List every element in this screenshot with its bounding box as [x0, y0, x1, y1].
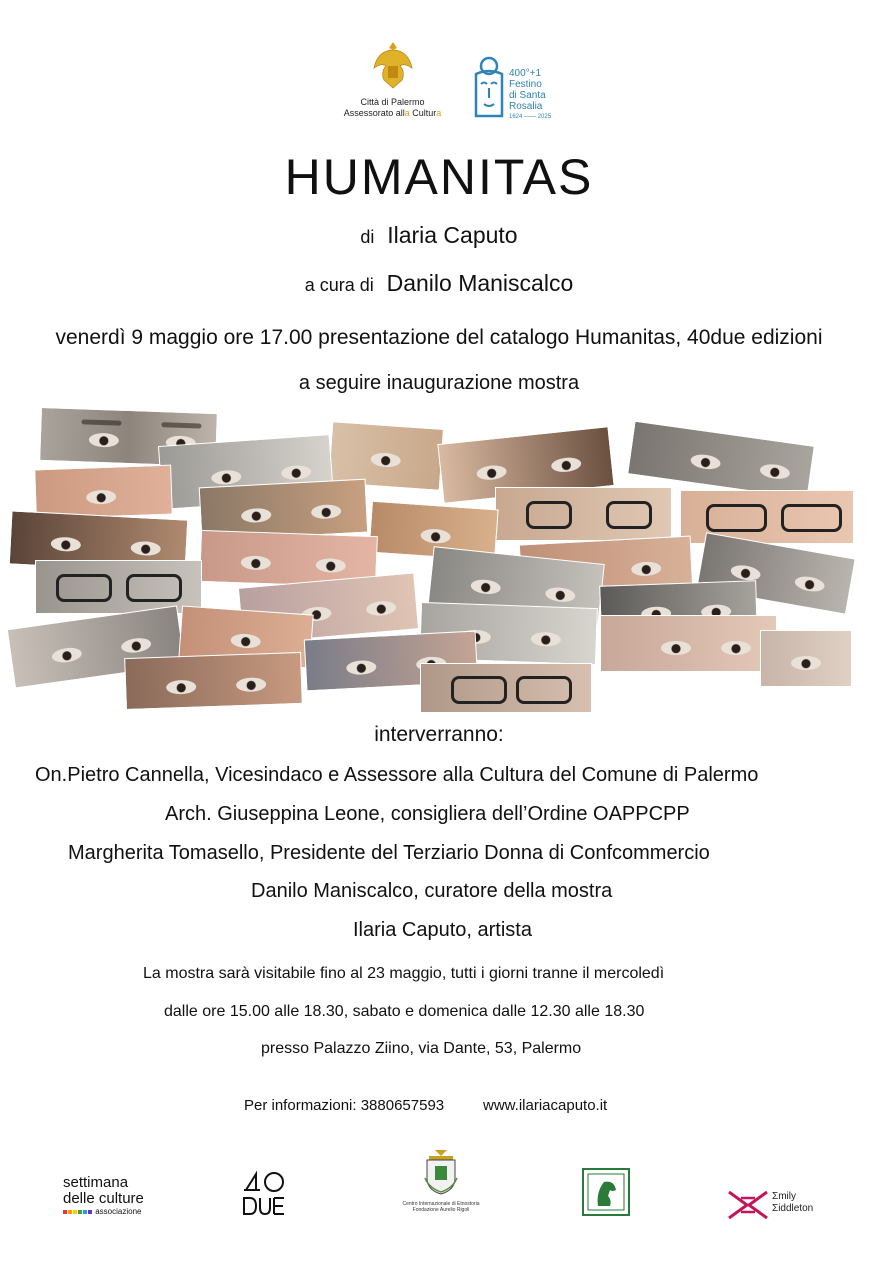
curator-line: a cura di Danilo Maniscalco — [304, 270, 574, 296]
fondazione-thule-cultura-logo-icon — [582, 1168, 630, 1216]
author-line: di Ilaria Caputo — [360, 222, 518, 248]
curator-name: Danilo Maniscalco — [386, 270, 574, 296]
citta-di-palermo-logo — [335, 40, 450, 119]
speaker-item: Margherita Tomasello, Presidente del Terziario Donna di Confcommercio — [68, 842, 710, 864]
etnostoria-crest-icon — [421, 1148, 461, 1196]
collage-strip — [34, 465, 173, 520]
palermo-line1: Città di Palermo — [360, 97, 425, 107]
collage-strip — [760, 630, 852, 687]
speaker-item: Arch. Giuseppina Leone, consigliera dell’Ordine OAPPCPP — [165, 803, 690, 825]
event-presentation: venerdì 9 maggio ore 17.00 presentazione del catalogo Humanitas, 40due edizioni — [55, 326, 823, 349]
collage-strip — [495, 487, 672, 541]
collage-strip — [600, 615, 777, 672]
emily-line2: iddleton — [778, 1203, 814, 1214]
eyes-collage-artwork — [0, 405, 878, 720]
visiting-hours: dalle ore 15.00 alle 18.30, sabato e domenica dalle 12.30 alle 18.30 — [164, 1003, 645, 1020]
collage-strip — [420, 663, 592, 713]
palermo-eagle-crest-icon — [372, 40, 414, 92]
speaker-item: Ilaria Caputo, artista — [353, 919, 532, 941]
palermo-line2: Assessorato alla Cultura — [343, 108, 442, 118]
emily-middleton-mark-icon — [727, 1188, 769, 1222]
santa-rosalia-face-icon — [472, 56, 506, 118]
website-link[interactable]: www.ilariacaputo.it — [483, 1097, 608, 1114]
festino-text: 400°+1 Festino di Santa Rosalia 1624 —— 2025 — [509, 68, 552, 120]
speaker-item: Danilo Maniscalco, curatore della mostra — [251, 880, 613, 902]
festino-santa-rosalia-logo — [472, 56, 562, 120]
contact-phone: Per informazioni: 3880657593 — [244, 1097, 445, 1114]
emily-middleton-logo: Ʃmily Ʃiddleton — [727, 1188, 827, 1222]
40due-logo-icon — [242, 1170, 288, 1218]
visiting-dates: La mostra sarà visitabile fino al 23 maggio, tutti i giorni tranne il mercoledì — [143, 965, 665, 982]
speaker-item: On.Pietro Cannella, Vicesindaco e Assessore alla Cultura del Comune di Palermo — [35, 764, 759, 786]
emily-line1: mily — [778, 1191, 796, 1202]
collage-strip — [124, 652, 303, 710]
settimana-delle-culture-logo: settimana delle culture associazione — [63, 1174, 144, 1216]
centro-etnostoria-logo: Centro Internazionale di Etnostoria Fondazione Aurelio Rigoli — [398, 1148, 484, 1213]
speakers-heading: interverranno: — [374, 723, 504, 746]
exhibition-title: HUMANITAS — [284, 149, 594, 205]
venue-address: presso Palazzo Ziino, via Dante, 53, Palermo — [261, 1040, 582, 1057]
author-name: Ilaria Caputo — [387, 222, 518, 248]
event-inauguration: a seguire inaugurazione mostra — [298, 372, 580, 394]
